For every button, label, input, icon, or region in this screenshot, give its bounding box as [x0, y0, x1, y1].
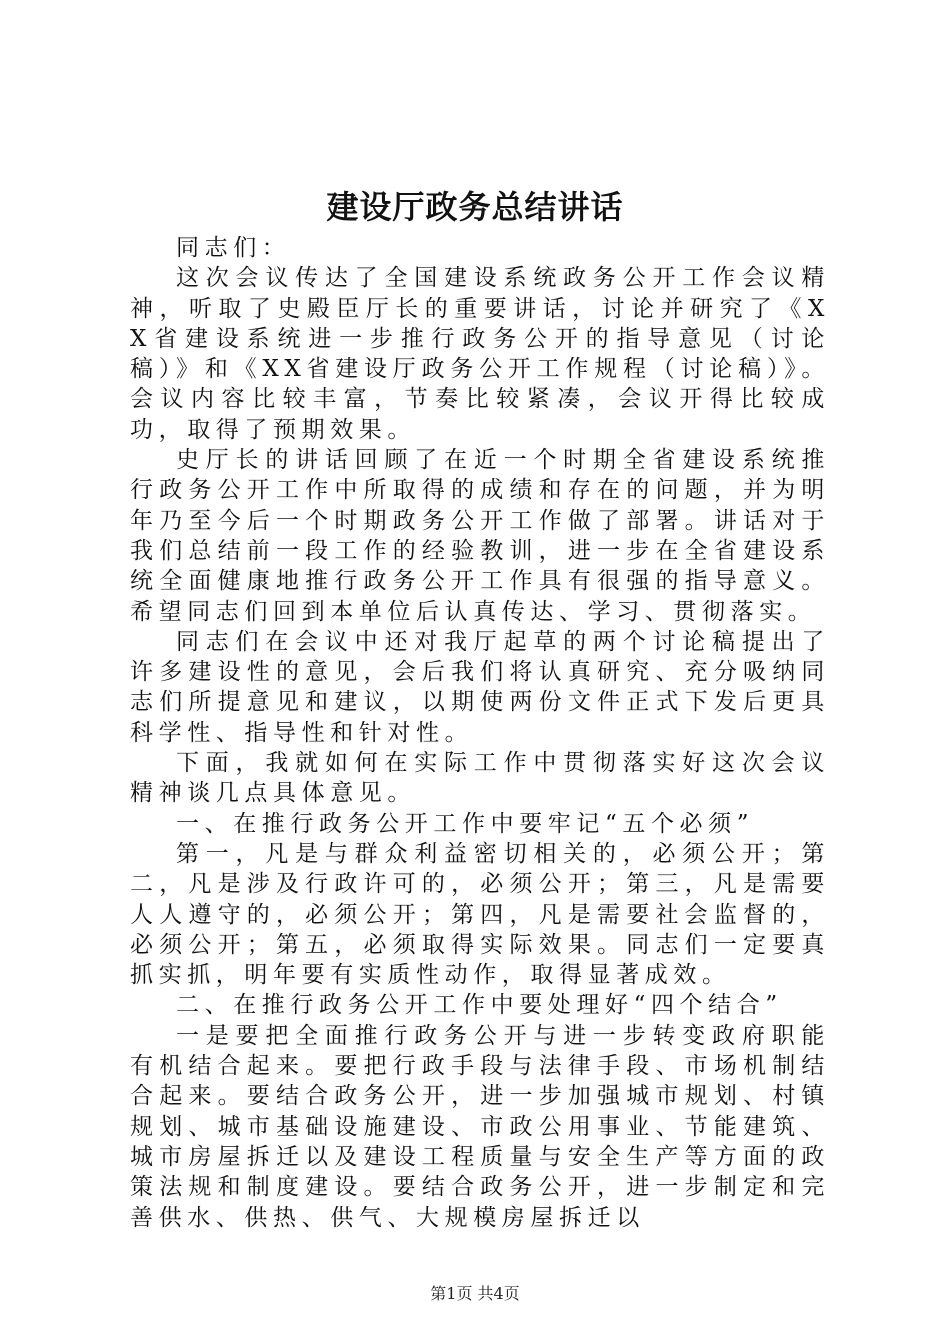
paragraph-3: 同志们在会议中还对我厅起草的两个讨论稿提出了许多建设性的意见，会后我们将认真研究、充分吸纳同志们所提意见和建议，以期使两份文件正式下发后更具科学性、指导性和针对性。 — [130, 628, 830, 746]
document-title: 建设厅政务总结讲话 — [326, 188, 624, 226]
paragraph-6: 一是要把全面推行政务公开与进一步转变政府职能有机结合起来。要把行政手段与法律手段、市场机制结合起来。要结合政务公开，进一步加强城市规划、村镇规划、城市基础设施建设、市政公用事业、节能建筑、城市房屋拆迁以及建设工程质量与安全生产等方面的政策法规和制度建设。要结合政务公开，进一步制定和完善供水、供热、供气、大规模房屋拆迁以 — [130, 1022, 830, 1231]
salutation: 同志们： — [176, 235, 291, 261]
paragraph-2: 史厅长的讲话回顾了在近一个时期全省建设系统推行政务公开工作中所取得的成绩和存在的问题，并为明年乃至今后一个时期政务公开工作做了部署。讲话对于我们总结前一段工作的经验教训，进一步在全省建设系统全面健康地推行政务公开工作具有很强的指导意义。希望同志们回到本单位后认真传达、学习、贯彻落实。 — [130, 447, 830, 625]
section-heading-1: 一、在推行政务公开工作中要牢记“五个必须” — [176, 810, 755, 837]
paragraph-1: 这次会议传达了全国建设系统政务公开工作会议精神，听取了史殿臣厅长的重要讲话，讨论并研究了《XX省建设系统进一步推行政务公开的指导意见（讨论稿）》和《XX省建设厅政务公开工作规程（讨论稿）》。会议内容比较丰富，节奏比较紧凑，会议开得比较成功，取得了预期效果。 — [130, 265, 830, 443]
document-body — [130, 233, 830, 1233]
page-footer: 第1页 共4页 — [430, 1284, 520, 1303]
section-heading-2: 二、在推行政务公开工作中要处理好“四个结合” — [176, 992, 783, 1019]
paragraph-5: 第一，凡是与群众利益密切相关的，必须公开；第二，凡是涉及行政许可的，必须公开；第三，凡是需要人人遵守的，必须公开；第四，凡是需要社会监督的，必须公开；第五，必须取得实际效果。同志们一定要真抓实抓，明年要有实质性动作，取得显著成效。 — [130, 840, 830, 989]
paragraph-4: 下面，我就如何在实际工作中贯彻落实好这次会议精神谈几点具体意见。 — [130, 750, 830, 807]
